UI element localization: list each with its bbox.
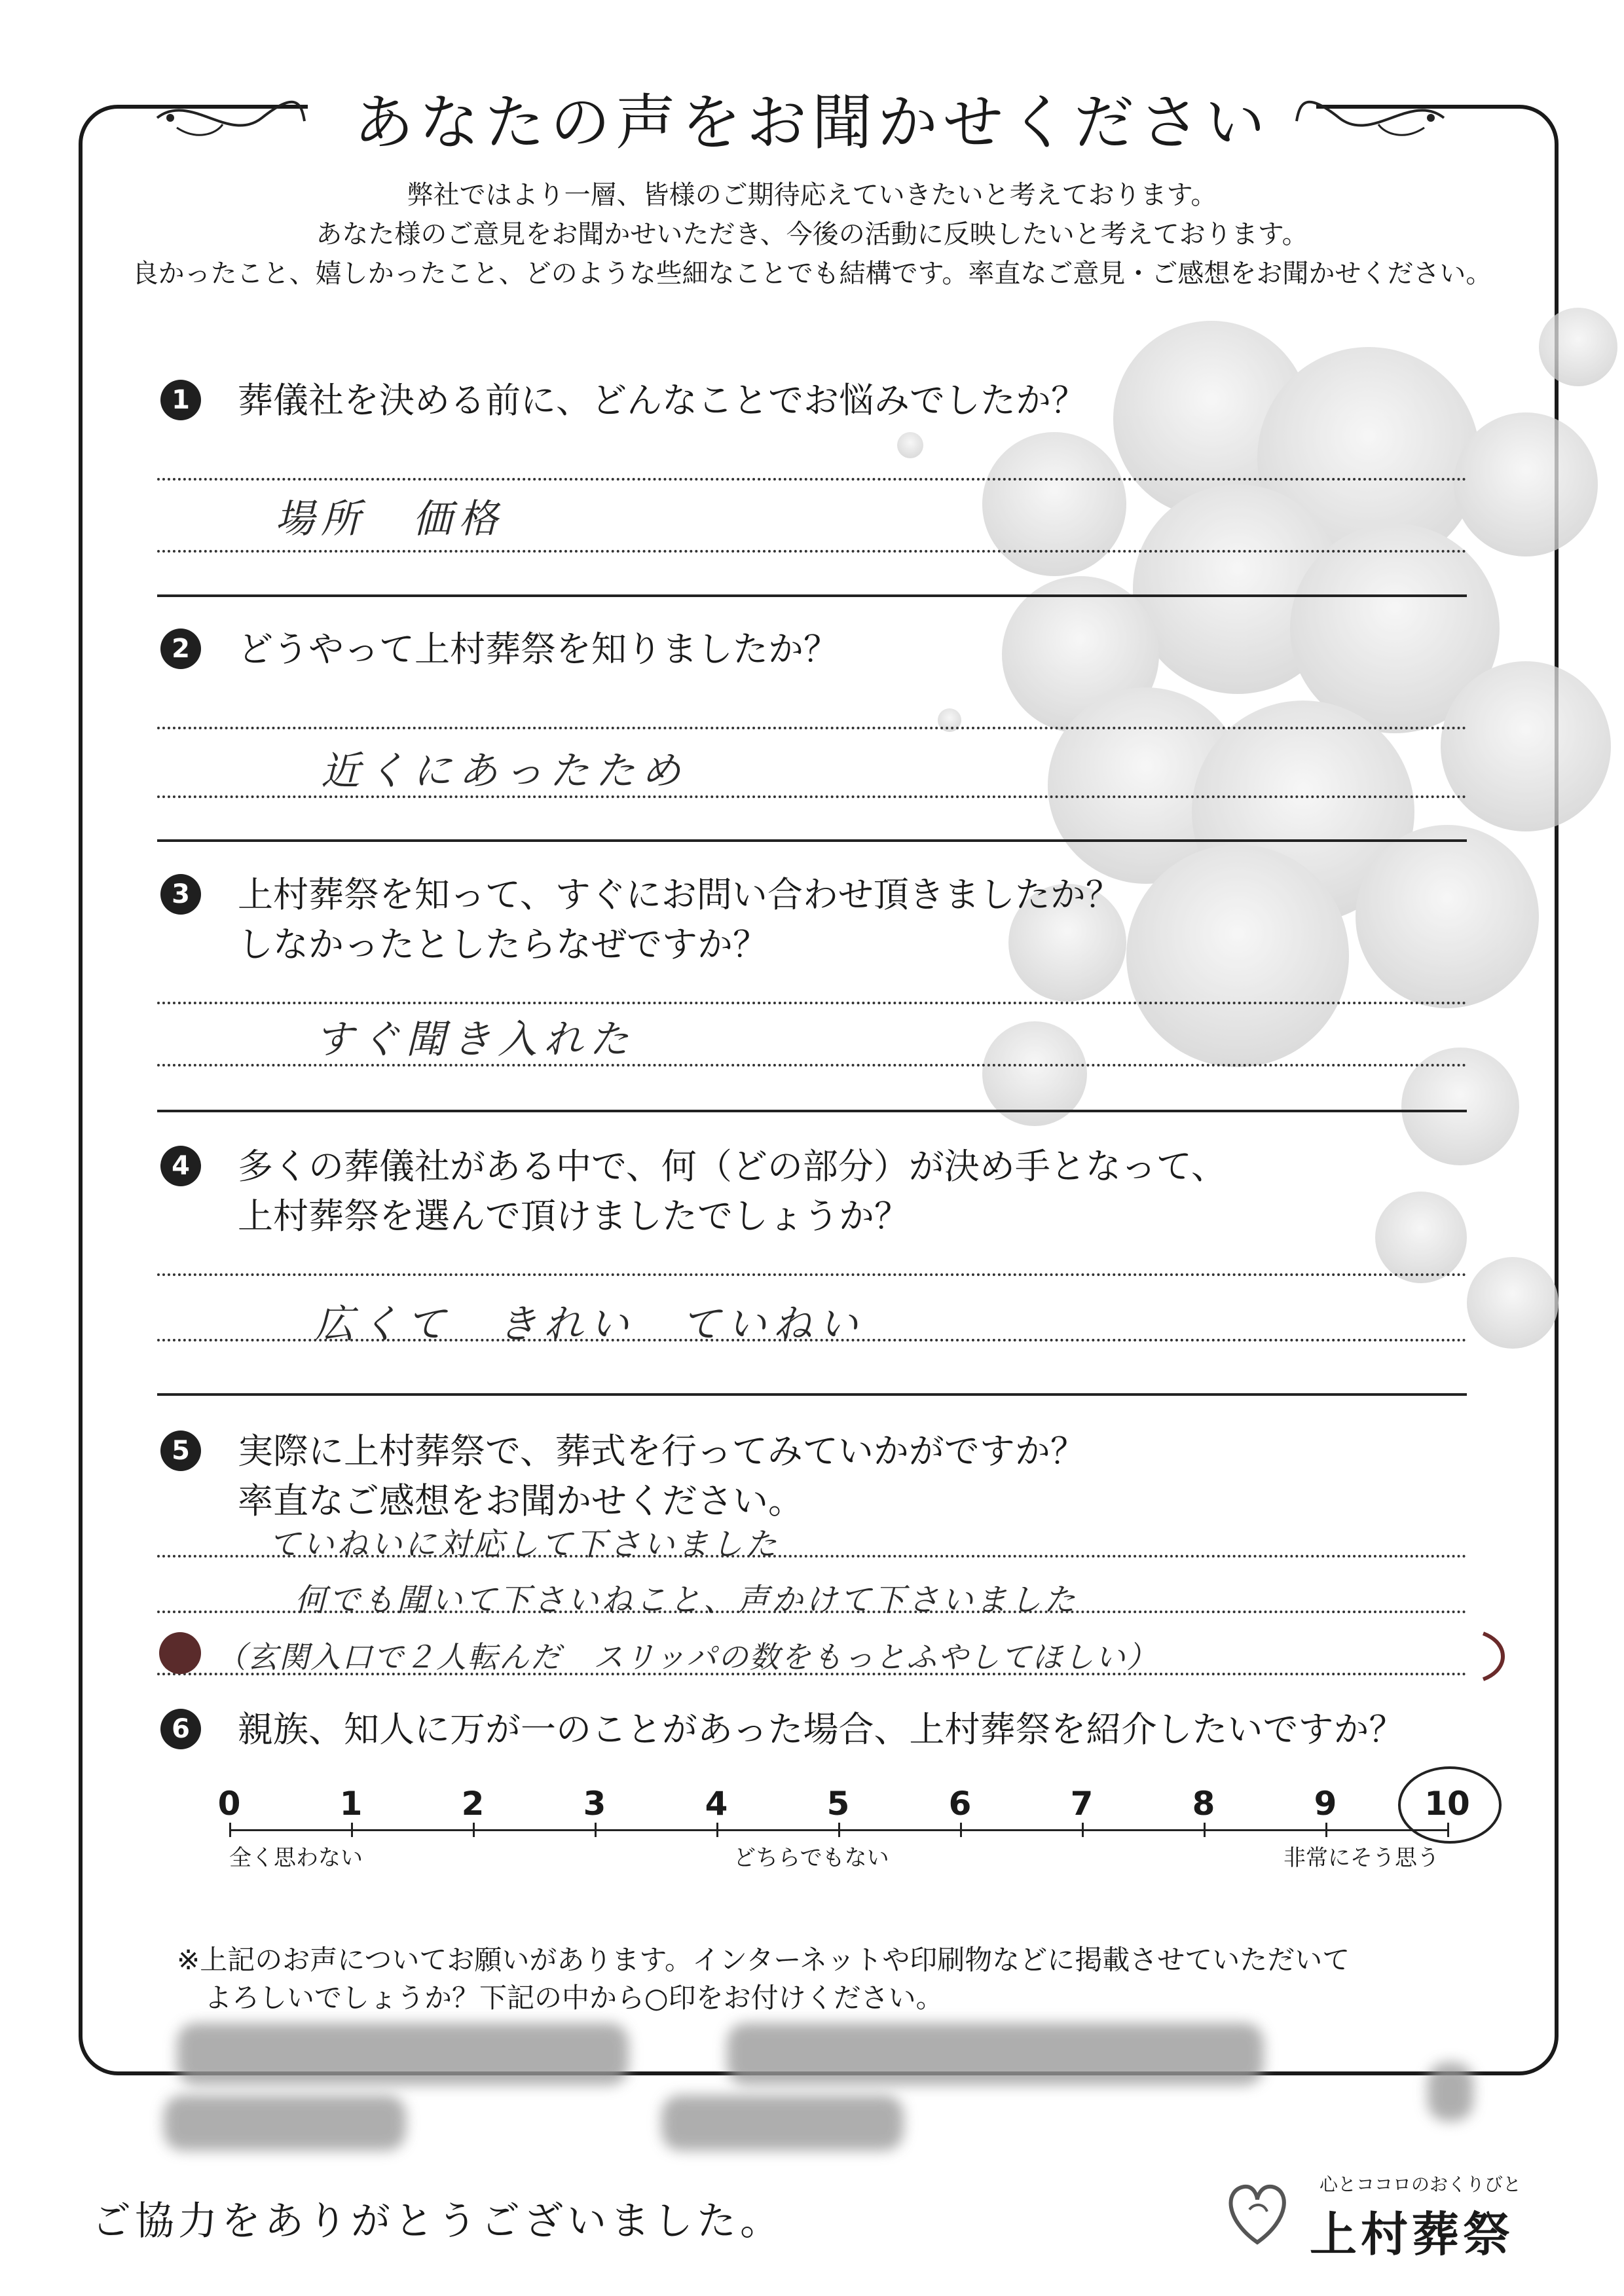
intro-line: 良かったこと、嬉しかったこと、どのような些細なことでも結構です。率直なご意見・ご感想をお聞かせください。 [132,259,1492,289]
scale-tick [229,1823,231,1837]
divider-line [157,1110,1467,1112]
scale-tick [1325,1823,1327,1837]
redacted-area [727,2023,1264,2085]
scale-option-1[interactable]: 1 [339,1785,363,1823]
question-number: 2 [160,629,201,669]
question-text: 上村葬祭を知って、すぐにお問い合わせ頂きましたか？ [238,874,1121,915]
question-number: 5 [160,1430,201,1471]
thank-you-message: ご協力をありがとうございました。 [92,2198,783,2244]
divider-line [157,1393,1467,1396]
closing-bracket-mark-icon [1477,1630,1516,1683]
rating-scale [217,1785,1470,1872]
scale-tick [1204,1823,1206,1837]
question-text: どうやって上村葬祭を知りましたか？ [238,629,839,670]
publication-consent-note [177,1941,1350,2017]
left-flourish-icon [151,88,308,147]
ink-dot-icon [154,1627,206,1679]
divider-line [157,839,1467,842]
redacted-area [177,2023,629,2085]
redacted-area [164,2095,406,2151]
scale-tick [473,1823,475,1837]
note-line: よろしいでしょうか？下記の中から○印をお付けください。 [177,1982,944,2014]
scale-tick [351,1823,353,1837]
handwritten-answer[interactable]: 近くにあったため [321,748,688,794]
handwritten-answer[interactable]: （玄関入口で２人転んだ スリッパの数をもっとふやしてほしい） [216,1639,1158,1675]
question-number: 1 [160,380,201,420]
right-flourish-icon [1293,88,1450,147]
scale-option-0[interactable]: 0 [217,1785,241,1823]
scale-label-right: 非常にそう思う [1283,1845,1439,1871]
intro-line: あなた様のご意見をお聞かせいただき、今後の活動に反映したいと考えております。 [316,219,1308,249]
scale-tick [838,1823,840,1837]
handwritten-answer[interactable]: ていねいに対応して下さいました [268,1526,780,1563]
scale-option-6[interactable]: 6 [948,1785,972,1823]
scale-option-2[interactable]: 2 [461,1785,485,1823]
scale-option-7[interactable]: 7 [1070,1785,1094,1823]
scale-option-10[interactable]: 10 [1424,1785,1470,1823]
intro-text [105,175,1519,293]
selected-circle-icon [1398,1766,1502,1844]
dotted-line [157,1273,1467,1276]
question-text: 葬儀社を決める前に、どんなことでお悩みでしたか？ [238,380,1086,421]
scale-tick [716,1823,718,1837]
question-number: 6 [160,1709,201,1749]
company-tagline: 心とココロのおくりびと [1320,2174,1522,2195]
handwritten-answer[interactable]: 何でも聞いて下さいねこと、声かけて下さいました [295,1582,1079,1618]
heart-logo-icon [1218,2174,1297,2252]
scale-option-4[interactable]: 4 [705,1785,728,1823]
scale-tick [595,1823,597,1837]
question-text: 多くの葬儀社がある中で、何（どの部分）が決め手となって、 [238,1146,1227,1187]
scale-option-5[interactable]: 5 [826,1785,850,1823]
dotted-line [157,478,1467,481]
scale-label-middle: どちらでもない [733,1845,889,1871]
question-text: 実際に上村葬祭で、葬式を行ってみていかがですか？ [238,1430,1086,1472]
redacted-area [1428,2062,1473,2121]
handwritten-answer[interactable]: 広くて きれい ていねい [314,1302,864,1347]
divider-line [157,594,1467,597]
redacted-area [661,2095,904,2151]
scale-tick [960,1823,962,1837]
scale-label-left: 全く思わない [229,1845,363,1871]
company-name: 上村葬祭 [1310,2207,1515,2262]
dotted-line [157,1002,1467,1004]
question-text: 親族、知人に万が一のことがあった場合、上村葬祭を紹介したいですか？ [238,1709,1405,1750]
scale-option-3[interactable]: 3 [583,1785,606,1823]
page-title: あなたの声をお聞かせください [353,88,1270,158]
intro-line: 弊社ではより一層、皆様のご期待応えていきたいと考えております。 [407,180,1217,210]
scale-tick [1082,1823,1084,1837]
scale-option-8[interactable]: 8 [1192,1785,1215,1823]
note-line: ※上記のお声についてお願いがあります。インターネットや印刷物などに掲載させていただいて [177,1944,1350,1976]
scale-option-9[interactable]: 9 [1314,1785,1337,1823]
question-number: 4 [160,1146,201,1186]
question-text: 率直なご感想をお聞かせください。 [238,1480,803,1522]
dotted-line [157,727,1467,729]
question-text: 上村葬祭を選んで頂けましたでしょうか？ [238,1195,910,1237]
handwritten-answer[interactable]: すぐ聞き入れた [314,1017,635,1063]
dotted-line [157,550,1467,553]
question-number: 3 [160,874,201,915]
question-text: しなかったとしたらなぜですか？ [238,924,768,965]
handwritten-answer[interactable]: 場所 価格 [275,496,504,542]
clover-background-icon [871,288,1624,1401]
